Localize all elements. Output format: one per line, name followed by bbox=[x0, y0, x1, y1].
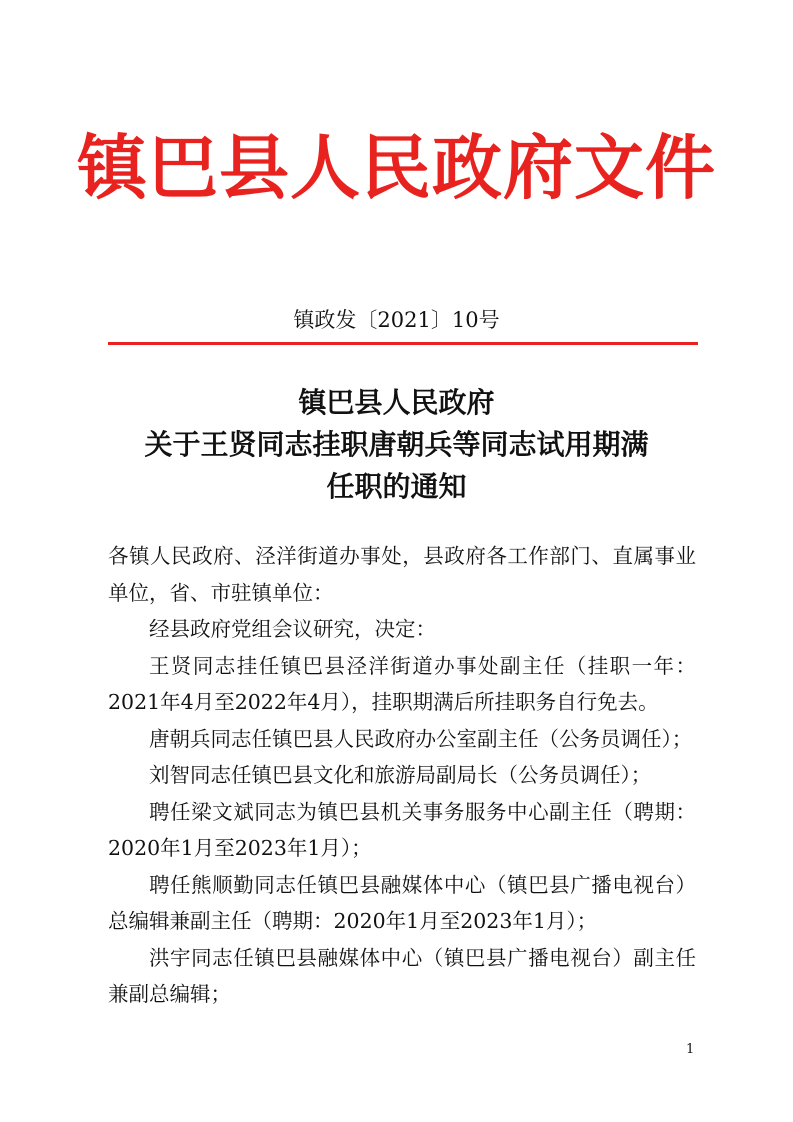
notice-body bbox=[108, 538, 696, 1013]
red-divider-line bbox=[108, 342, 698, 345]
notice-title-line-1: 镇巴县人民政府 bbox=[298, 386, 495, 419]
body-paragraph: 王贤同志挂任镇巴县泾洋街道办事处副主任（挂职一年：2021年4月至2022年4月），挂职期满后所挂职务自行免去。 bbox=[108, 653, 696, 714]
document-header-title: 镇巴县人民政府文件 bbox=[77, 127, 716, 209]
body-paragraph: 经县政府党组会议研究，决定： bbox=[149, 617, 436, 641]
notice-title-line-3: 任职的通知 bbox=[326, 470, 467, 503]
notice-title bbox=[60, 382, 733, 508]
page-number: 1 bbox=[686, 1042, 695, 1057]
body-paragraph: 唐朝兵同志任镇巴县人民政府办公室副主任（公务员调任）； bbox=[149, 726, 693, 751]
body-paragraph: 洪宇同志任镇巴县融媒体中心（镇巴县广播电视台）副主任兼副总编辑； bbox=[108, 945, 696, 1006]
body-paragraph: 聘任熊顺勤同志任镇巴县融媒体中心（镇巴县广播电视台）总编辑兼副主任（聘期：2020年1月至2023年1月）； bbox=[108, 872, 696, 933]
addressee-paragraph: 各镇人民政府、泾洋街道办事处，县政府各工作部门、直属事业单位，省、市驻镇单位： bbox=[108, 544, 696, 605]
body-paragraph: 聘任梁文斌同志为镇巴县机关事务服务中心副主任（聘期：2020年1月至2023年1月）； bbox=[108, 799, 696, 860]
notice-title-line-2: 关于王贤同志挂职唐朝兵等同志试用期满 bbox=[144, 428, 649, 461]
document-number: 镇政发〔2021〕10号 bbox=[293, 308, 500, 332]
body-paragraph: 刘智同志任镇巴县文化和旅游局副局长（公务员调任）； bbox=[149, 763, 652, 787]
